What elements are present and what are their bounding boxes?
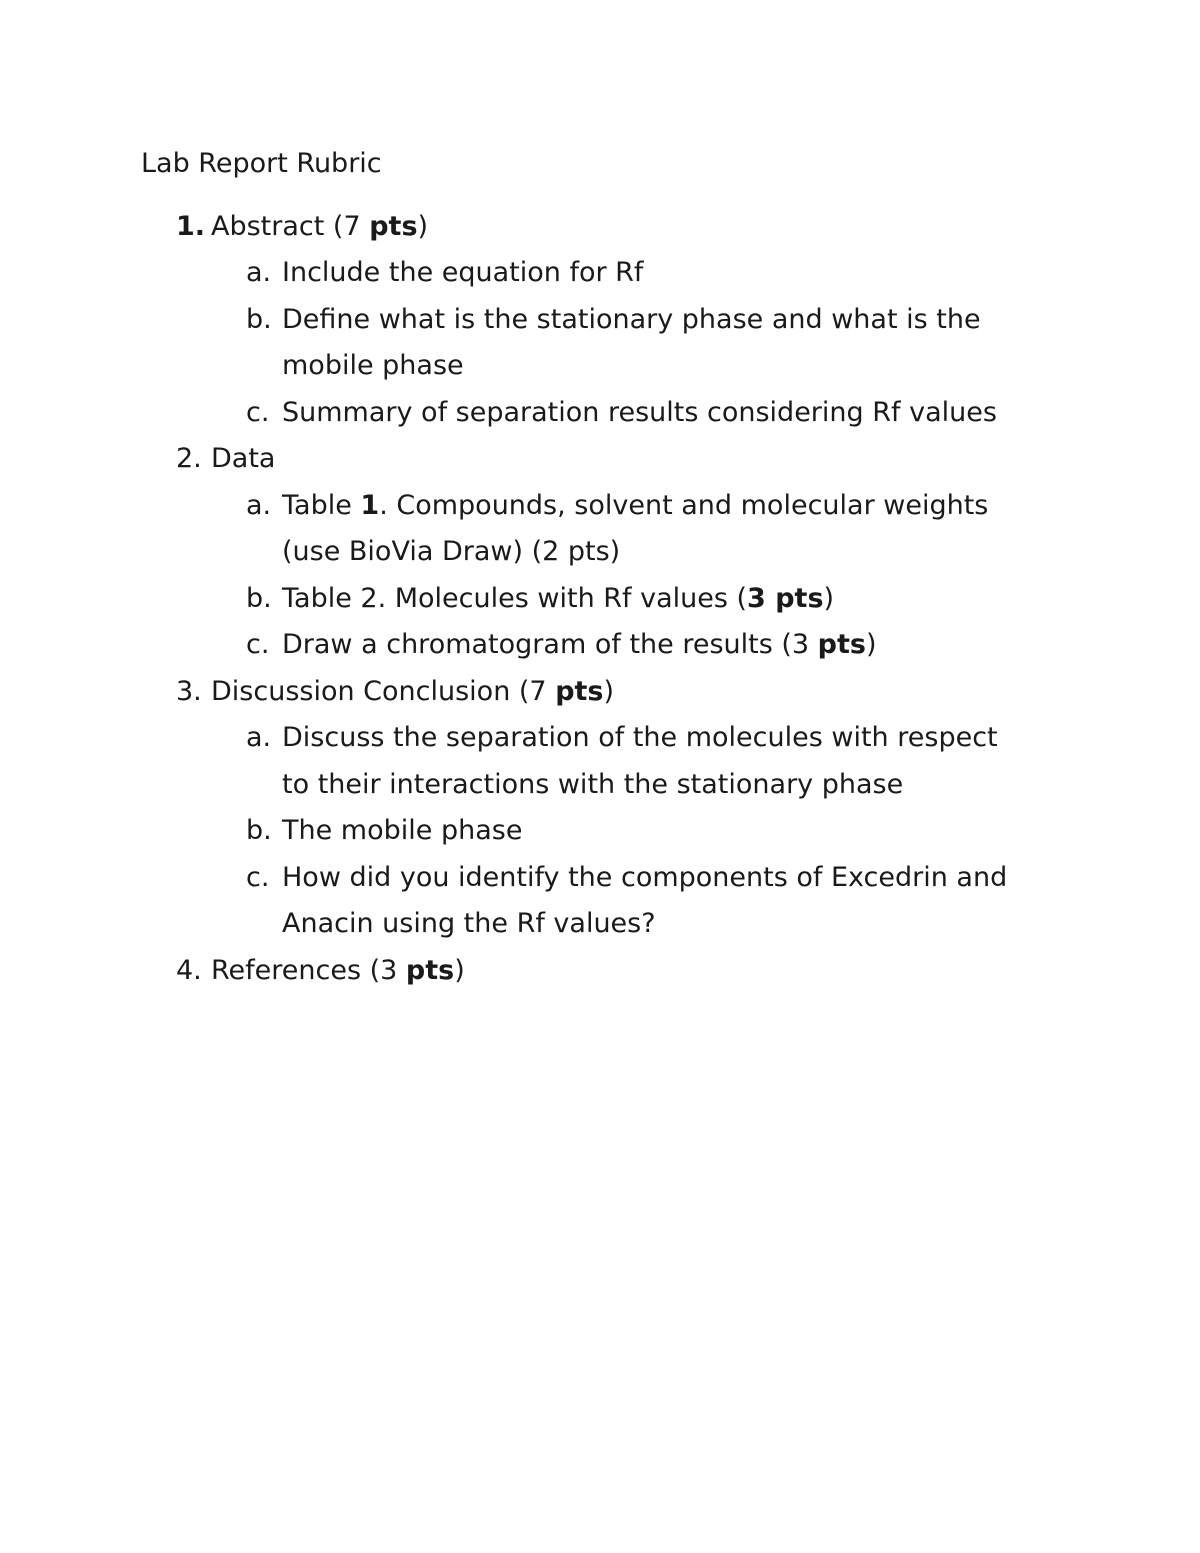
document-title: Lab Report Rubric (141, 148, 382, 179)
item-text: Define what is the stationary phase and what is the (282, 304, 981, 335)
item-text: Summary of separation results considering Rf values (282, 397, 997, 428)
item-text: mobile phase (282, 350, 464, 381)
section-heading: Abstract (7 pts) (211, 211, 429, 242)
item-text: (use BioVia Draw) (2 pts) (282, 536, 621, 567)
item-marker: c. (246, 397, 270, 428)
item-text: How did you identify the components of Excedrin and (282, 862, 1008, 893)
item-marker: b. (246, 815, 272, 846)
section-marker: 1. (176, 211, 206, 242)
item-text: The mobile phase (282, 815, 523, 846)
section-marker: 2. (176, 443, 202, 474)
item-text: Table 2. Molecules with Rf values (3 pts) (282, 583, 835, 614)
item-text: Anacin using the Rf values? (282, 908, 656, 939)
item-text: Draw a chromatogram of the results (3 pts) (282, 629, 877, 660)
item-text: Discuss the separation of the molecules with respect (282, 722, 998, 753)
item-marker: b. (246, 583, 272, 614)
item-marker: a. (246, 490, 272, 521)
item-marker: c. (246, 862, 270, 893)
item-marker: a. (246, 257, 272, 288)
section-marker: 4. (176, 955, 202, 986)
item-text: Table 1. Compounds, solvent and molecular weights (282, 490, 989, 521)
item-marker: b. (246, 304, 272, 335)
item-marker: a. (246, 722, 272, 753)
section-marker: 3. (176, 676, 202, 707)
item-text: to their interactions with the stationary phase (282, 769, 904, 800)
item-text: Include the equation for Rf (282, 257, 644, 288)
section-heading: Data (211, 443, 276, 474)
item-marker: c. (246, 629, 270, 660)
section-heading: Discussion Conclusion (7 pts) (211, 676, 615, 707)
section-heading: References (3 pts) (211, 955, 465, 986)
